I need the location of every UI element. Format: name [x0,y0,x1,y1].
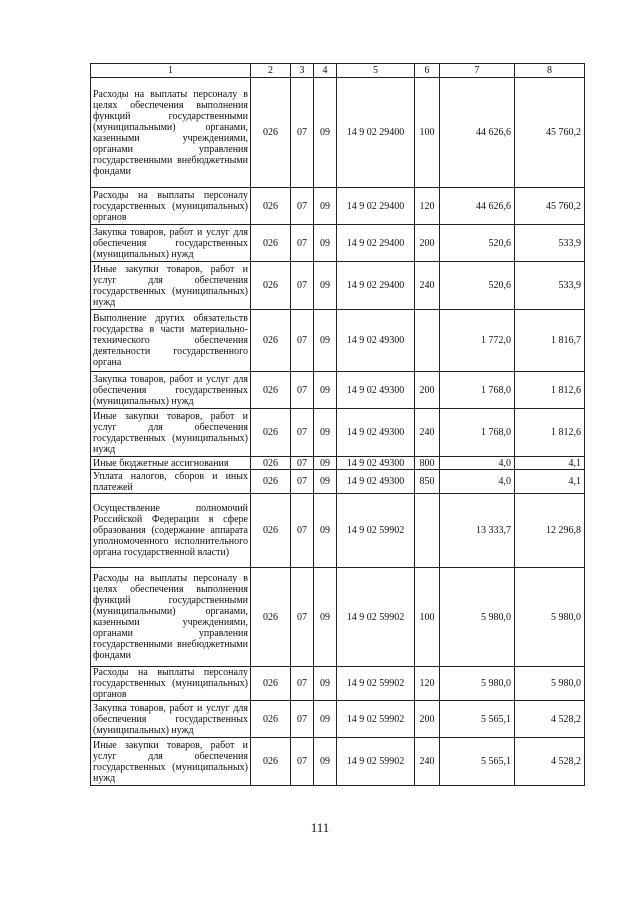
table-body [91,78,585,786]
cell-section: 07 [291,568,314,667]
cell-expense-type [415,494,440,568]
cell-target-article: 14 9 02 49300 [337,409,415,457]
cell-expense-type: 100 [415,568,440,667]
cell-subsection: 09 [314,667,337,701]
cell-amount-year1: 4,0 [440,457,515,470]
table-row [91,701,585,738]
cell-expense-type: 850 [415,470,440,494]
cell-description: Расходы на выплаты персоналу в целях обеспечения выполнения функций государственными (муниципальными) органами, казенными учреждениями, органами управления государственными внебюджетными фондами [91,568,251,667]
cell-amount-year2: 533,9 [515,262,585,310]
cell-expense-type: 120 [415,667,440,701]
col-header-7: 7 [440,64,515,78]
cell-expense-type: 200 [415,225,440,262]
cell-section: 07 [291,409,314,457]
cell-section: 07 [291,738,314,786]
cell-target-article: 14 9 02 49300 [337,310,415,372]
cell-description: Иные закупки товаров, работ и услуг для обеспечения государственных (муниципальных) нужд [91,738,251,786]
cell-section: 07 [291,188,314,225]
cell-target-article: 14 9 02 59902 [337,494,415,568]
cell-target-article: 14 9 02 29400 [337,188,415,225]
col-header-4: 4 [314,64,337,78]
cell-amount-year1: 5 980,0 [440,568,515,667]
cell-amount-year1: 520,6 [440,262,515,310]
cell-admin-code: 026 [251,738,291,786]
cell-target-article: 14 9 02 29400 [337,262,415,310]
cell-amount-year2: 5 980,0 [515,667,585,701]
cell-amount-year2: 1 816,7 [515,310,585,372]
cell-description: Иные закупки товаров, работ и услуг для обеспечения государственных (муниципальных) нужд [91,409,251,457]
cell-expense-type: 240 [415,262,440,310]
table-row [91,457,585,470]
cell-description: Расходы на выплаты персоналу государственных (муниципальных) органов [91,667,251,701]
cell-section: 07 [291,667,314,701]
cell-admin-code: 026 [251,78,291,188]
cell-subsection: 09 [314,310,337,372]
cell-admin-code: 026 [251,667,291,701]
cell-expense-type: 120 [415,188,440,225]
cell-section: 07 [291,262,314,310]
cell-amount-year1: 5 565,1 [440,701,515,738]
cell-amount-year2: 5 980,0 [515,568,585,667]
cell-section: 07 [291,372,314,409]
header-row [91,64,585,78]
cell-subsection: 09 [314,494,337,568]
cell-description: Закупка товаров, работ и услуг для обеспечения государственных (муниципальных) нужд [91,701,251,738]
cell-admin-code: 026 [251,225,291,262]
cell-target-article: 14 9 02 59902 [337,701,415,738]
cell-amount-year1: 520,6 [440,225,515,262]
table-row [91,188,585,225]
cell-section: 07 [291,225,314,262]
cell-subsection: 09 [314,701,337,738]
cell-subsection: 09 [314,409,337,457]
cell-expense-type [415,310,440,372]
cell-target-article: 14 9 02 29400 [337,78,415,188]
cell-section: 07 [291,310,314,372]
cell-amount-year1: 44 626,6 [440,188,515,225]
cell-admin-code: 026 [251,310,291,372]
cell-expense-type: 200 [415,372,440,409]
cell-expense-type: 800 [415,457,440,470]
cell-amount-year1: 5 980,0 [440,667,515,701]
cell-subsection: 09 [314,568,337,667]
cell-admin-code: 026 [251,457,291,470]
table-row [91,667,585,701]
cell-admin-code: 026 [251,262,291,310]
cell-admin-code: 026 [251,372,291,409]
cell-amount-year1: 5 565,1 [440,738,515,786]
cell-amount-year2: 4 528,2 [515,701,585,738]
cell-amount-year1: 1 768,0 [440,409,515,457]
cell-amount-year2: 12 296,8 [515,494,585,568]
cell-target-article: 14 9 02 49300 [337,372,415,409]
cell-amount-year1: 13 333,7 [440,494,515,568]
cell-description: Расходы на выплаты персоналу государственных (муниципальных) органов [91,188,251,225]
cell-section: 07 [291,494,314,568]
cell-description: Выполнение других обязательств государства в части материально-технического обеспечения деятельности государственного органа [91,310,251,372]
cell-admin-code: 026 [251,409,291,457]
cell-admin-code: 026 [251,494,291,568]
cell-section: 07 [291,457,314,470]
cell-subsection: 09 [314,188,337,225]
table-row [91,372,585,409]
cell-amount-year1: 4,0 [440,470,515,494]
page-number: 111 [310,820,330,835]
col-header-6: 6 [415,64,440,78]
cell-target-article: 14 9 02 59902 [337,568,415,667]
cell-expense-type: 240 [415,409,440,457]
cell-expense-type: 100 [415,78,440,188]
cell-description: Закупка товаров, работ и услуг для обеспечения государственных (муниципальных) нужд [91,225,251,262]
col-header-5: 5 [337,64,415,78]
cell-subsection: 09 [314,738,337,786]
table-row [91,78,585,188]
cell-target-article: 14 9 02 29400 [337,225,415,262]
cell-description: Иные закупки товаров, работ и услуг для обеспечения государственных (муниципальных) нужд [91,262,251,310]
cell-description: Уплата налогов, сборов и иных платежей [91,470,251,494]
cell-admin-code: 026 [251,568,291,667]
cell-admin-code: 026 [251,470,291,494]
cell-subsection: 09 [314,470,337,494]
budget-table [90,63,585,786]
cell-amount-year1: 44 626,6 [440,78,515,188]
col-header-8: 8 [515,64,585,78]
cell-subsection: 09 [314,262,337,310]
cell-amount-year2: 533,9 [515,225,585,262]
cell-amount-year2: 1 812,6 [515,409,585,457]
cell-target-article: 14 9 02 59902 [337,667,415,701]
cell-amount-year1: 1 772,0 [440,310,515,372]
cell-section: 07 [291,701,314,738]
table-row [91,225,585,262]
col-header-2: 2 [251,64,291,78]
cell-target-article: 14 9 02 49300 [337,470,415,494]
cell-expense-type: 240 [415,738,440,786]
cell-description: Закупка товаров, работ и услуг для обеспечения государственных (муниципальных) нужд [91,372,251,409]
cell-section: 07 [291,78,314,188]
table-row [91,568,585,667]
table-row [91,310,585,372]
cell-amount-year2: 1 812,6 [515,372,585,409]
cell-target-article: 14 9 02 49300 [337,457,415,470]
cell-description: Расходы на выплаты персоналу в целях обеспечения выполнения функций государственными (муниципальными) органами, казенными учреждениями, органами управления государственными внебюджетными фондами [91,78,251,188]
cell-subsection: 09 [314,372,337,409]
table-row [91,470,585,494]
col-header-1: 1 [91,64,251,78]
cell-amount-year1: 1 768,0 [440,372,515,409]
cell-description: Осуществление полномочий Российской Федерации в сфере образования (содержание аппарата уполномоченного исполнительного органа государственной власти) [91,494,251,568]
table-row [91,409,585,457]
cell-admin-code: 026 [251,188,291,225]
table-row [91,494,585,568]
cell-amount-year2: 45 760,2 [515,78,585,188]
cell-description: Иные бюджетные ассигнования [91,457,251,470]
cell-amount-year2: 4,1 [515,470,585,494]
table-row [91,738,585,786]
cell-amount-year2: 4 528,2 [515,738,585,786]
cell-amount-year2: 4,1 [515,457,585,470]
table-row [91,262,585,310]
cell-subsection: 09 [314,78,337,188]
cell-section: 07 [291,470,314,494]
cell-subsection: 09 [314,225,337,262]
col-header-3: 3 [291,64,314,78]
cell-admin-code: 026 [251,701,291,738]
cell-expense-type: 200 [415,701,440,738]
cell-target-article: 14 9 02 59902 [337,738,415,786]
cell-amount-year2: 45 760,2 [515,188,585,225]
cell-subsection: 09 [314,457,337,470]
